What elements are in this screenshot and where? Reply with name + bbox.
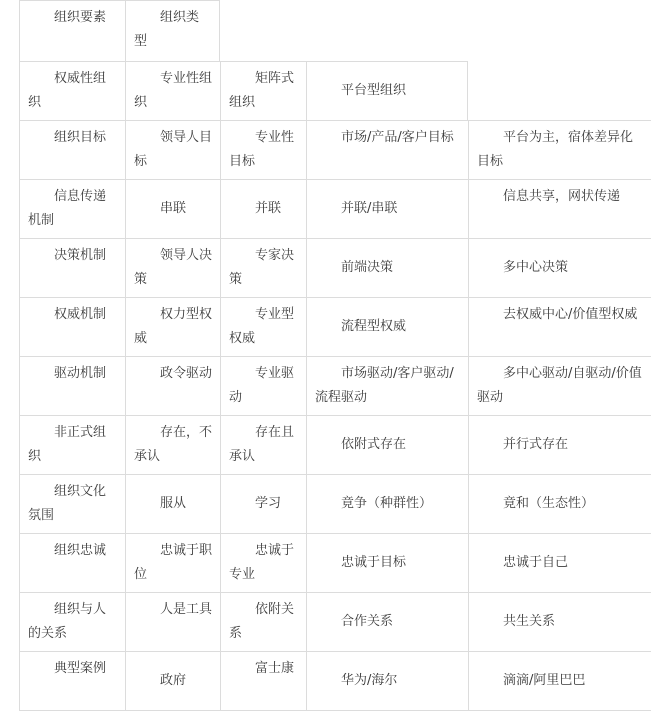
table-cell: 忠诚于自己 — [468, 533, 651, 592]
table-cell: 服从 — [125, 474, 220, 533]
table-cell: 市场/产品/客户目标 — [306, 120, 468, 179]
table-cell: 平台为主，宿体差异化目标 — [468, 120, 651, 179]
table-cell: 依附关系 — [220, 592, 306, 651]
table-cell: 学习 — [220, 474, 306, 533]
row-label-authority-mechanism: 权威机制 — [19, 297, 125, 356]
table-cell: 华为/海尔 — [306, 651, 468, 711]
header-cell-org-element: 组织要素 — [19, 0, 125, 61]
table-cell: 人是工具 — [125, 592, 220, 651]
table-cell: 信息共享，网状传递 — [468, 179, 651, 238]
table-cell: 前端决策 — [306, 238, 468, 297]
table-cell: 权力型权威 — [125, 297, 220, 356]
row-label-org-loyalty: 组织忠诚 — [19, 533, 125, 592]
table-cell: 市场驱动/客户驱动/流程驱动 — [306, 356, 468, 415]
table-cell: 政令驱动 — [125, 356, 220, 415]
table-cell: 忠诚于职位 — [125, 533, 220, 592]
row-label-org-people-relation: 组织与人的关系 — [19, 592, 125, 651]
table-cell: 忠诚于目标 — [306, 533, 468, 592]
row-label-driving-mechanism: 驱动机制 — [19, 356, 125, 415]
table-cell: 专业驱动 — [220, 356, 306, 415]
header-cell-authority-org: 权威性组织 — [19, 61, 125, 120]
table-cell: 专业型权威 — [220, 297, 306, 356]
row-label-info-transmission: 信息传递机制 — [19, 179, 125, 238]
header-cell-org-type: 组织类型 — [125, 0, 220, 61]
table-cell: 领导人目标 — [125, 120, 220, 179]
table-cell: 并联/串联 — [306, 179, 468, 238]
header-cell-professional-org: 专业性组织 — [125, 61, 220, 120]
table-cell: 存在且承认 — [220, 415, 306, 474]
table-cell: 去权威中心/价值型权威 — [468, 297, 651, 356]
table-cell: 流程型权威 — [306, 297, 468, 356]
table-cell: 竟和（生态性） — [468, 474, 651, 533]
table-cell: 合作关系 — [306, 592, 468, 651]
table-cell: 专家决策 — [220, 238, 306, 297]
row-label-org-goal: 组织目标 — [19, 120, 125, 179]
table-cell: 串联 — [125, 179, 220, 238]
table-cell: 富士康 — [220, 651, 306, 711]
table-cell: 政府 — [125, 651, 220, 711]
row-label-decision-mechanism: 决策机制 — [19, 238, 125, 297]
row-label-typical-case: 典型案例 — [19, 651, 125, 711]
row-label-informal-org: 非正式组织 — [19, 415, 125, 474]
row-label-org-culture: 组织文化氛围 — [19, 474, 125, 533]
header-cell-matrix-org: 矩阵式组织 — [220, 61, 306, 120]
table-cell: 领导人决策 — [125, 238, 220, 297]
table-cell: 多中心决策 — [468, 238, 651, 297]
table-cell: 专业性目标 — [220, 120, 306, 179]
header-cell-platform-org: 平台型组织 — [306, 61, 468, 120]
table-cell: 滴滴/阿里巴巴 — [468, 651, 651, 711]
table-cell: 忠诚于专业 — [220, 533, 306, 592]
table-cell: 依附式存在 — [306, 415, 468, 474]
table-cell: 竟争（种群性） — [306, 474, 468, 533]
table-cell: 并联 — [220, 179, 306, 238]
table-cell: 共生关系 — [468, 592, 651, 651]
table-cell: 存在，不承认 — [125, 415, 220, 474]
table-cell: 多中心驱动/自驱动/价值驱动 — [468, 356, 651, 415]
table-cell: 并行式存在 — [468, 415, 651, 474]
